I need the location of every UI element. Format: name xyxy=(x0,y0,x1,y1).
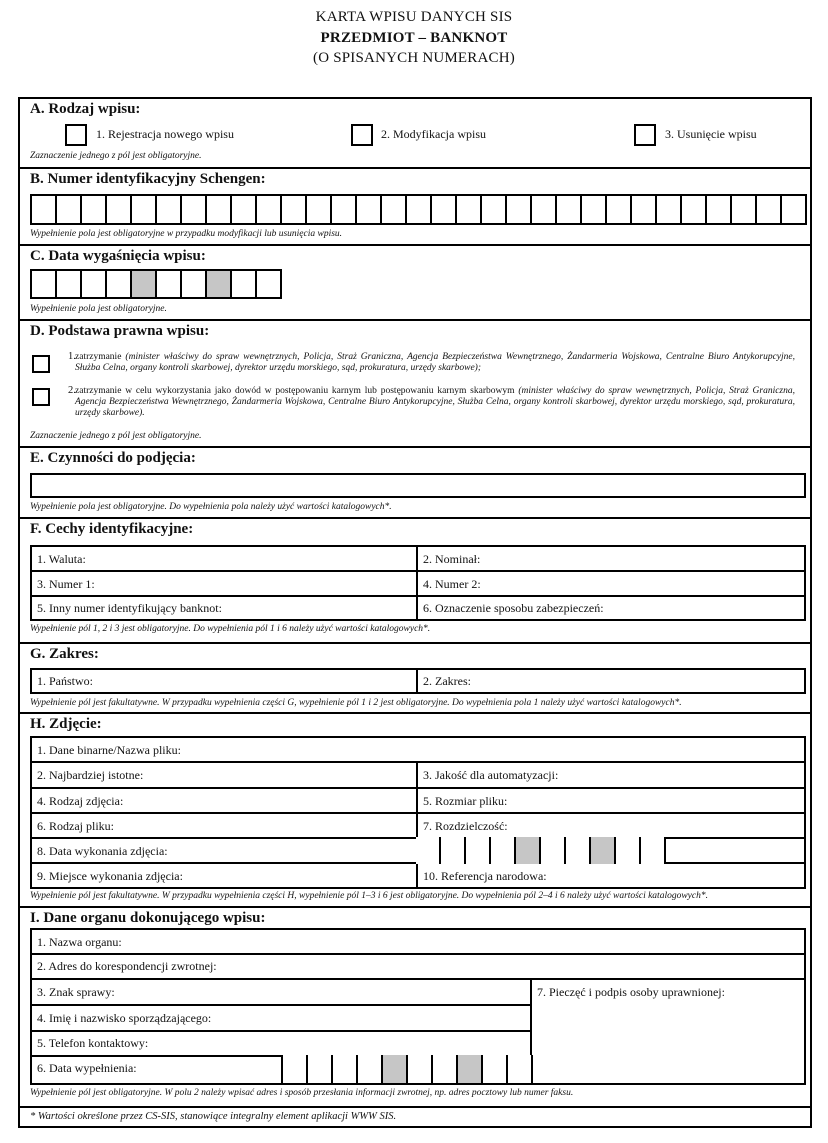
basis-evidence-text xyxy=(68,385,796,419)
photo-date-input[interactable] xyxy=(416,837,666,864)
field-country[interactable]: 1. Państwo: xyxy=(37,674,94,688)
section-e-note: Wypełnienie pola jest obligatoryjne. Do wypełnienia pola należy użyć wartości katalogowych*. xyxy=(30,502,392,512)
checkbox-basis-seizure[interactable] xyxy=(32,355,50,373)
digit-box[interactable] xyxy=(157,271,182,297)
digit-box[interactable] xyxy=(333,1055,358,1083)
field-file-size[interactable]: 5. Rozmiar pliku: xyxy=(423,794,508,808)
digit-box[interactable] xyxy=(32,196,57,223)
section-f xyxy=(20,519,810,644)
digit-box[interactable] xyxy=(757,196,782,223)
section-h-title: H. Zdjęcie: xyxy=(30,716,102,732)
digit-box[interactable] xyxy=(458,1055,483,1083)
digit-box[interactable] xyxy=(591,837,616,864)
basis-seizure-number: 1. xyxy=(68,351,76,362)
expiry-date-input[interactable] xyxy=(30,269,282,299)
section-b-note: Wypełnienie pola jest obligatoryjne w przypadku modyfikacji lub usunięcia wpisu. xyxy=(30,229,343,239)
field-file-type[interactable]: 6. Rodzaj pliku: xyxy=(37,819,114,833)
basis-evidence-detail: (minister właściwy do spraw wewnętrznych, Policja, Straż Graniczna, Agencja Bezpieczeństwa Wewnętrznego, Żandarmeria Wojskowa, Centralne Biuro Antykorupcyjne, Służba Celna, organy kontroli skarbowej, dyrektor urzędu morskiego, sąd, prokuratura, urzędy skarbowe). xyxy=(75,386,796,418)
digit-box[interactable] xyxy=(182,196,207,223)
digit-box[interactable] xyxy=(682,196,707,223)
digit-box[interactable] xyxy=(582,196,607,223)
section-i xyxy=(20,908,810,1108)
digit-box[interactable] xyxy=(457,196,482,223)
photo-table xyxy=(30,736,806,889)
digit-box[interactable] xyxy=(157,196,182,223)
field-case-reference[interactable]: 3. Znak sprawy: xyxy=(37,985,115,999)
digit-box[interactable] xyxy=(466,837,491,864)
fill-date-input[interactable] xyxy=(281,1055,533,1083)
digit-box[interactable] xyxy=(57,196,82,223)
section-h xyxy=(20,714,810,908)
section-a-title: A. Rodzaj wpisu: xyxy=(30,101,141,117)
digit-box[interactable] xyxy=(541,837,566,864)
digit-box[interactable] xyxy=(532,196,557,223)
section-g-note: Wypełnienie pól jest fakultatywne. W przypadku wypełnienia części G, wypełnienie pól 1 i 2 jest obligatoryjne. Do wypełnienia pola 1 należy użyć wartości katalogowych*. xyxy=(30,698,682,708)
digit-box[interactable] xyxy=(207,196,232,223)
field-currency[interactable]: 1. Waluta: xyxy=(37,552,86,566)
option-modify-entry-label: 2. Modyfikacja wpisu xyxy=(381,127,486,141)
digit-box[interactable] xyxy=(207,271,232,297)
digit-box[interactable] xyxy=(283,1055,308,1083)
section-b-title: B. Numer identyfikacyjny Schengen: xyxy=(30,171,266,187)
field-number-1[interactable]: 3. Numer 1: xyxy=(37,577,95,591)
digit-box[interactable] xyxy=(357,196,382,223)
form-title-line1: KARTA WPISU DANYCH SIS xyxy=(315,9,513,25)
field-photo-place[interactable]: 9. Miejsce wykonania zdjęcia: xyxy=(37,869,183,883)
digit-box[interactable] xyxy=(516,837,541,864)
digit-box[interactable] xyxy=(358,1055,383,1083)
digit-box[interactable] xyxy=(407,196,432,223)
digit-box[interactable] xyxy=(232,196,257,223)
digit-box[interactable] xyxy=(632,196,657,223)
digit-box[interactable] xyxy=(616,837,641,864)
digit-box[interactable] xyxy=(607,196,632,223)
basis-evidence-main: zatrzymanie w celu wykorzystania jako dowód w postępowaniu karnym lub postępowaniu karnym skarbowym xyxy=(75,386,515,396)
digit-box[interactable] xyxy=(508,1055,533,1083)
field-authority-name[interactable]: 1. Nazwa organu: xyxy=(37,935,122,949)
digit-box[interactable] xyxy=(107,271,132,297)
digit-box[interactable] xyxy=(107,196,132,223)
checkbox-new-entry[interactable] xyxy=(65,124,87,146)
basis-seizure-detail: (minister właściwy do spraw wewnętrznych, Policja, Straż Graniczna, Agencja Bezpieczeństwa Wewnętrznego, Żandarmeria Wojskowa, Centralne Biuro Antykorupcyjne, Służba Celna, organy kontroli skarbowej, dyrektor urzędu morskiego, sąd, prokuratura, urzędy skarbowe); xyxy=(75,352,795,373)
section-c-title: C. Data wygaśnięcia wpisu: xyxy=(30,248,206,264)
digit-box[interactable] xyxy=(307,196,332,223)
digit-box[interactable] xyxy=(557,196,582,223)
digit-box[interactable] xyxy=(433,1055,458,1083)
section-e xyxy=(20,448,810,519)
field-fill-date[interactable]: 6. Data wypełnienia: xyxy=(37,1061,137,1075)
digit-box[interactable] xyxy=(707,196,732,223)
actions-input[interactable] xyxy=(30,473,806,498)
field-contact-phone[interactable]: 5. Telefon kontaktowy: xyxy=(37,1036,149,1050)
digit-box[interactable] xyxy=(483,1055,508,1083)
section-f-note: Wypełnienie pól 1, 2 i 3 jest obligatoryjne. Do wypełnienia pól 1 i 6 należy użyć wartości katalogowych*. xyxy=(30,624,431,634)
field-national-reference[interactable]: 10. Referencja narodowa: xyxy=(423,869,547,883)
digit-box[interactable] xyxy=(232,271,257,297)
option-new-entry-label: 1. Rejestracja nowego wpisu xyxy=(96,127,234,141)
digit-box[interactable] xyxy=(416,837,441,864)
section-d-note: Zaznaczenie jednego z pól jest obligatoryjne. xyxy=(30,431,202,441)
digit-box[interactable] xyxy=(382,196,407,223)
section-a-note: Zaznaczenie jednego z pól jest obligatoryjne. xyxy=(30,151,202,161)
digit-box[interactable] xyxy=(308,1055,333,1083)
digit-box[interactable] xyxy=(641,837,666,864)
digit-box[interactable] xyxy=(257,271,282,297)
field-stamp-signature[interactable]: 7. Pieczęć i podpis osoby uprawnionej: xyxy=(537,985,725,999)
digit-box[interactable] xyxy=(782,196,807,223)
digit-box[interactable] xyxy=(282,196,307,223)
digit-box[interactable] xyxy=(732,196,757,223)
field-security-marking[interactable]: 6. Oznaczenie sposobu zabezpieczeń: xyxy=(423,601,604,615)
digit-box[interactable] xyxy=(441,837,466,864)
section-d-title: D. Podstawa prawna wpisu: xyxy=(30,323,210,339)
scope-table xyxy=(30,668,806,694)
basis-seizure-main: zatrzymanie xyxy=(75,352,122,362)
section-d xyxy=(20,321,810,448)
basis-seizure-text xyxy=(68,351,795,374)
digit-box[interactable] xyxy=(657,196,682,223)
digit-box[interactable] xyxy=(491,837,516,864)
option-delete-entry-label: 3. Usunięcie wpisu xyxy=(665,127,757,141)
digit-box[interactable] xyxy=(482,196,507,223)
section-c-note: Wypełnienie pola jest obligatoryjne. xyxy=(30,304,167,314)
field-photo-date[interactable]: 8. Data wykonania zdjęcia: xyxy=(37,844,168,858)
digit-box[interactable] xyxy=(332,196,357,223)
digit-box[interactable] xyxy=(82,196,107,223)
field-resolution[interactable]: 7. Rozdzielczość: xyxy=(423,819,508,833)
digit-box[interactable] xyxy=(432,196,457,223)
schengen-id-input[interactable] xyxy=(30,194,807,225)
digit-box[interactable] xyxy=(182,271,207,297)
form-frame xyxy=(18,97,812,1128)
authority-table xyxy=(30,928,806,1085)
section-f-title: F. Cechy identyfikacyjne: xyxy=(30,521,194,537)
section-h-note: Wypełnienie pól jest fakultatywne. W przypadku wypełnienia części H, wypełnienie pól 1–3 i 6 jest obligatoryjne. Do wypełnienia pól 2–4 i 6 należy użyć wartości katalogowych*. xyxy=(30,891,708,901)
features-table xyxy=(30,545,806,621)
field-number-2[interactable]: 4. Numer 2: xyxy=(423,577,481,591)
digit-box[interactable] xyxy=(383,1055,408,1083)
field-return-address[interactable]: 2. Adres do korespondencji zwrotnej: xyxy=(37,959,217,973)
footer-note: * Wartości określone przez CS-SIS, stanowiące integralny element aplikacji WWW SIS. xyxy=(30,1111,397,1122)
field-preparer-name[interactable]: 4. Imię i nazwisko sporządzającego: xyxy=(37,1011,212,1025)
field-automation-quality[interactable]: 3. Jakość dla automatyzacji: xyxy=(423,768,559,782)
digit-box[interactable] xyxy=(507,196,532,223)
form-title-line2: PRZEDMIOT – BANKNOT xyxy=(320,30,508,46)
checkbox-modify-entry[interactable] xyxy=(351,124,373,146)
digit-box[interactable] xyxy=(132,196,157,223)
digit-box[interactable] xyxy=(408,1055,433,1083)
digit-box[interactable] xyxy=(32,271,57,297)
checkbox-delete-entry[interactable] xyxy=(634,124,656,146)
digit-box[interactable] xyxy=(132,271,157,297)
section-g-title: G. Zakres: xyxy=(30,646,99,662)
field-most-relevant[interactable]: 2. Najbardziej istotne: xyxy=(37,768,144,782)
section-e-title: E. Czynności do podjęcia: xyxy=(30,450,196,466)
section-g xyxy=(20,644,810,714)
digit-box[interactable] xyxy=(57,271,82,297)
basis-evidence-number: 2. xyxy=(68,385,76,396)
form-title-line3: (O SPISANYCH NUMERACH) xyxy=(313,50,515,66)
section-c xyxy=(20,246,810,321)
field-photo-type[interactable]: 4. Rodzaj zdjęcia: xyxy=(37,794,124,808)
digit-box[interactable] xyxy=(82,271,107,297)
field-scope[interactable]: 2. Zakres: xyxy=(423,674,471,688)
field-other-id-number[interactable]: 5. Inny numer identyfikujący banknot: xyxy=(37,601,222,615)
section-i-title: I. Dane organu dokonującego wpisu: xyxy=(30,910,266,926)
section-b xyxy=(20,169,810,246)
section-a xyxy=(20,99,810,169)
digit-box[interactable] xyxy=(257,196,282,223)
field-binary-data[interactable]: 1. Dane binarne/Nazwa pliku: xyxy=(37,743,181,757)
field-denomination[interactable]: 2. Nominał: xyxy=(423,552,481,566)
digit-box[interactable] xyxy=(566,837,591,864)
section-i-note: Wypełnienie pól jest obligatoryjne. W polu 2 należy wpisać adres i sposób przesłania informacji zwrotnej, np. adres pocztowy lub numer faksu. xyxy=(30,1088,574,1098)
checkbox-basis-evidence[interactable] xyxy=(32,388,50,406)
